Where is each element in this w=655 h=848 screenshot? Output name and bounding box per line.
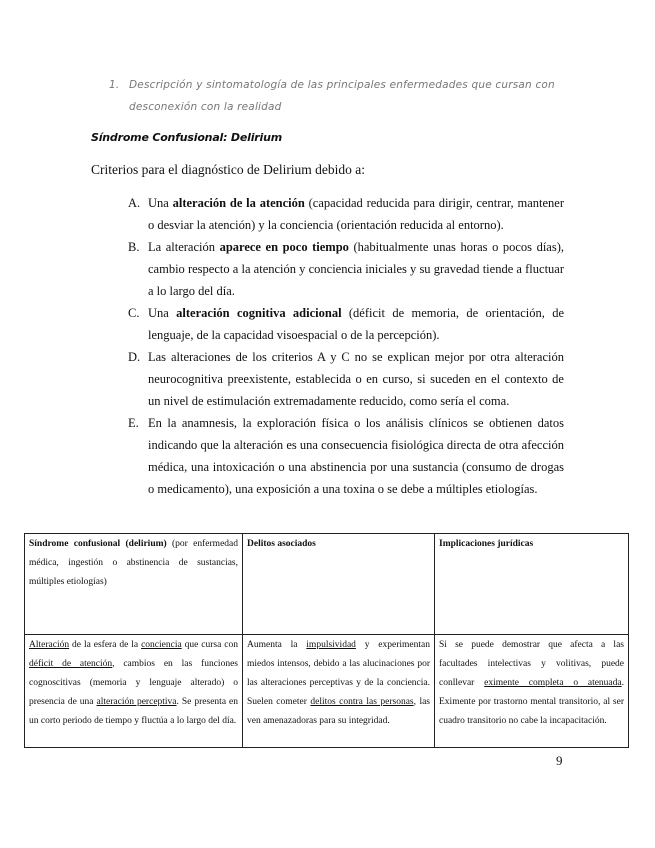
underlined-text: alteración perceptiva [96, 697, 177, 707]
cell-text: . Eximente por trastorno mental transitorio, al ser cuadro transitorio no cabe la incapacitación. [439, 678, 624, 726]
underlined-text: delitos contra las personas [310, 697, 414, 707]
section-number: 1. [109, 79, 120, 91]
header-bold-text: Síndrome confusional (delirium) [29, 539, 167, 549]
cell-text: , cambios en las funciones cognoscitivas (memoria y lenguaje alterado) o presencia de una [29, 659, 238, 707]
criterion-item [128, 346, 564, 412]
header-text: (por enfermedad médica, ingestión o abstinencia de sustancias, múltiples etiologías) [29, 539, 238, 587]
cell-text: , las ven amenazadoras para su integridad. [247, 697, 430, 726]
criterion-text: Una [148, 306, 177, 320]
cell-text: de la esfera de la [69, 640, 142, 650]
criterion-marker: E. [128, 416, 139, 430]
criterion-item [128, 302, 564, 346]
section-title-line2: desconexión con la realidad [129, 101, 282, 113]
table-header-row [25, 534, 629, 635]
criterion-text: Una [148, 196, 173, 210]
table-row [25, 635, 629, 748]
criterion-text: Las alteraciones de los criterios A y C no se explican mejor por otra alteración neurocognitiva preexistente, establecida o en curso, si suceden en el contexto de un nivel de estimulación extremadamente reducido, como sería el coma. [148, 350, 564, 408]
criterion-bold-text: alteración de la atención [172, 196, 305, 210]
underlined-text: eximente completa o atenuada [484, 678, 622, 688]
criterion-text: (habitualmente unas horas o pocos días), cambio respecto a la atención y conciencia iniciales y su gravedad tiende a fluctuar a lo largo del día. [148, 240, 564, 298]
criterion-text: En la anamnesis, la exploración física o los análisis clínicos se obtienen datos indicando que la alteración es una consecuencia fisiológica directa de otra afección médica, una intoxicación o una abstinencia por una sustancia (consumo de drogas o medicamento), una exposición a una toxina o se debe a múltiples etiologías. [148, 416, 564, 496]
criterion-item [128, 192, 564, 236]
underlined-text: conciencia [141, 640, 182, 650]
cell-text: Si se puede demostrar que afecta a las facultades intelectivas y volitivas, puede conllevar [439, 640, 624, 688]
criterion-bold-text: alteración cognitiva adicional [176, 306, 342, 320]
criterion-text: La alteración [148, 240, 220, 254]
underlined-text: Alteración [29, 640, 70, 650]
criterion-text: (déficit de memoria, de orientación, de lenguaje, de la capacidad visoespacial o de la percepción). [148, 306, 564, 342]
criterion-bold-text: aparece en poco tiempo [219, 240, 349, 254]
criterion-marker: A. [128, 196, 141, 210]
syndrome-table [24, 533, 629, 748]
criterion-item [128, 412, 564, 500]
page-number: 9 [556, 753, 563, 768]
subheading: Síndrome Confusional: Delirium [91, 131, 282, 144]
intro-text: Criterios para el diagnóstico de Delirium debido a: [91, 162, 366, 177]
table-header-cell [25, 534, 243, 635]
table-header-cell: Implicaciones jurídicas [435, 534, 629, 635]
table-cell [243, 635, 435, 748]
table-cell [25, 635, 243, 748]
cell-text: que cursa con [181, 640, 238, 650]
table-cell [435, 635, 629, 748]
cell-text: y experimentan miedos intensos, debido a las alucinaciones por las alteraciones perceptivas y de la conciencia. Suelen cometer [247, 640, 430, 707]
table-header-cell: Delitos asociados [243, 534, 435, 635]
cell-text: Aumenta la [247, 640, 307, 650]
underlined-text: déficit de atención [29, 659, 113, 669]
criteria-list [128, 192, 564, 500]
criterion-item [128, 236, 564, 302]
criterion-text: (capacidad reducida para dirigir, centrar, mantener o desviar la atención) y la conciencia (orientación reducida al entorno). [148, 196, 564, 232]
criterion-marker: C. [128, 306, 140, 320]
section-heading [109, 74, 579, 118]
underlined-text: impulsividad [306, 640, 356, 650]
section-title-line1: Descripción y sintomatología de las principales enfermedades que cursan con [129, 79, 555, 91]
criterion-marker: D. [128, 350, 141, 364]
cell-text: . Se presenta en un corto periodo de tiempo y fluctúa a lo largo del día. [29, 697, 238, 726]
criterion-marker: B. [128, 240, 140, 254]
